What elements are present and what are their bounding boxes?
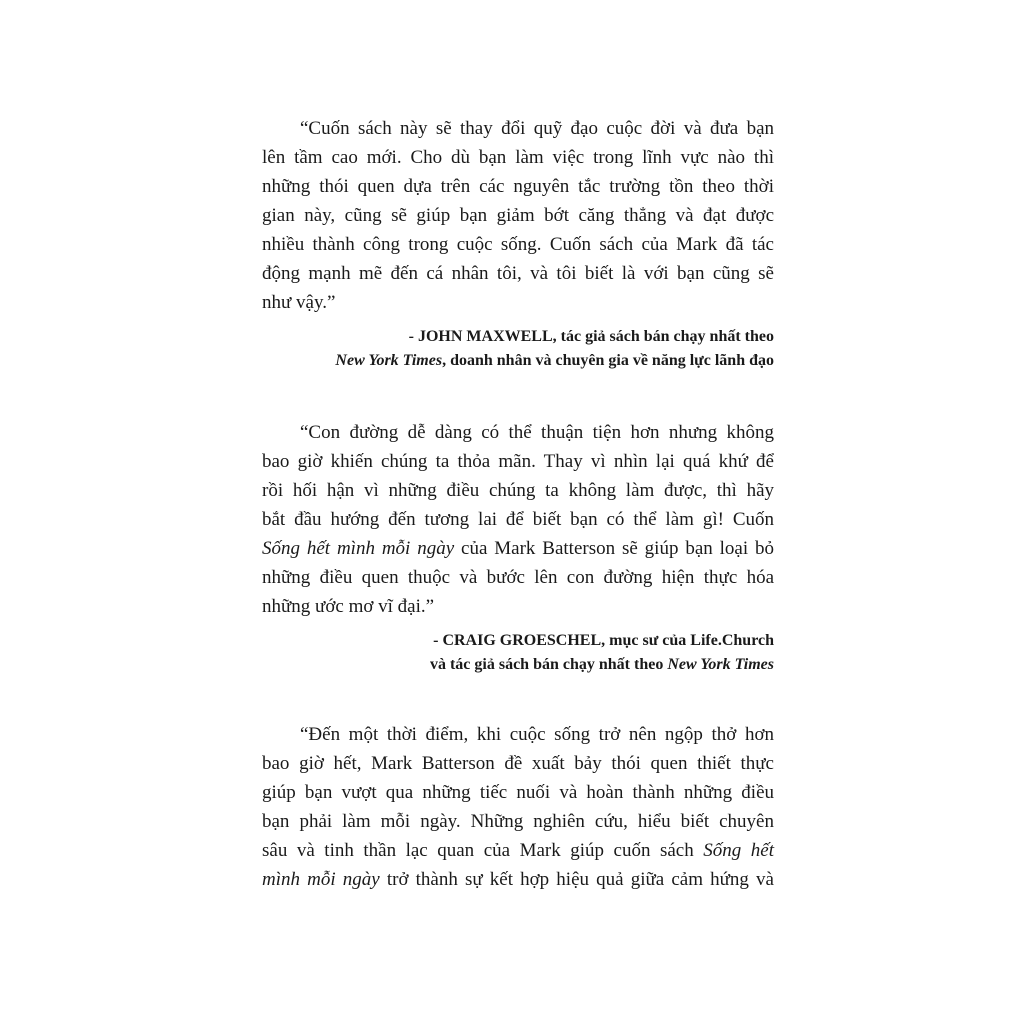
quote-line: giúp bạn vượt qua những tiếc nuối và hoàn thành những điều	[262, 782, 774, 803]
quote-line: gian này, cũng sẽ giúp bạn giảm bớt căng thẳng và đạt được	[262, 205, 774, 226]
quote-text-segment: của Mark Batterson sẽ giúp bạn loại bỏ	[454, 538, 774, 559]
book-title: mình mỗi ngày	[262, 869, 380, 890]
attribution-text: và tác giả sách bán chạy nhất theo	[429, 656, 668, 673]
quote-line: như vậy.”	[262, 292, 336, 313]
quote-line: bao giờ khiến chúng ta thỏa mãn. Thay vì nhìn lại quá khứ để	[262, 451, 774, 472]
quote-text-segment: sâu và tinh thần lạc quan của Mark giúp cuốn sách	[262, 840, 704, 861]
testimonial-maxwell	[262, 114, 774, 373]
book-title: Sống hết	[703, 840, 774, 861]
testimonial-groeschel	[262, 418, 774, 677]
quote-line	[262, 534, 774, 563]
quote-line: động mạnh mẽ đến cá nhân tôi, và tôi biết là với bạn cũng sẽ	[262, 263, 774, 284]
quote-line: “Đến một thời điểm, khi cuộc sống trở nên ngộp thở hơn	[300, 724, 774, 745]
quote-line: lên tầm cao mới. Cho dù bạn làm việc trong lĩnh vực nào thì	[262, 147, 774, 168]
attribution	[262, 325, 774, 373]
quote-line: bắt đầu hướng đến tương lai để biết bạn có thể làm gì! Cuốn	[262, 509, 774, 530]
testimonial-third	[262, 720, 774, 894]
quote-text	[262, 720, 774, 894]
quote-line: bạn phải làm mỗi ngày. Những nghiên cứu, hiểu biết chuyên	[262, 811, 774, 832]
attribution-line	[262, 653, 774, 677]
attribution	[262, 629, 774, 677]
quote-line: bao giờ hết, Mark Batterson đề xuất bảy thói quen thiết thực	[262, 753, 774, 774]
attribution-line	[262, 349, 774, 373]
book-title: Sống hết mình mỗi ngày	[262, 538, 455, 559]
quote-text	[262, 114, 774, 317]
quote-line: những điều quen thuộc và bước lên con đường hiện thực hóa	[262, 567, 774, 588]
quote-line: rồi hối hận vì những điều chúng ta không làm được, thì hãy	[262, 480, 774, 501]
attribution-text: , doanh nhân và chuyên gia về năng lực lãnh đạo	[442, 352, 774, 369]
quote-line	[262, 865, 774, 894]
quote-line: những thói quen dựa trên các nguyên tắc trường tồn theo thời	[262, 176, 774, 197]
publication-title: New York Times	[667, 656, 774, 673]
quote-line: nhiều thành công trong cuộc sống. Cuốn sách của Mark đã tác	[262, 234, 774, 255]
quote-line	[262, 836, 774, 865]
quote-text-segment: trở thành sự kết hợp hiệu quả giữa cảm hứng và	[379, 869, 774, 890]
quote-line: “Cuốn sách này sẽ thay đổi quỹ đạo cuộc đời và đưa bạn	[300, 118, 774, 139]
attribution-line: - JOHN MAXWELL, tác giả sách bán chạy nhất theo	[408, 328, 774, 345]
quote-text	[262, 418, 774, 621]
quote-line: “Con đường dễ dàng có thể thuận tiện hơn nhưng không	[300, 422, 774, 443]
attribution-line: - CRAIG GROESCHEL, mục sư của Life.Church	[433, 632, 774, 649]
publication-title: New York Times	[335, 352, 443, 369]
quote-line: những ước mơ vĩ đại.”	[262, 596, 435, 617]
